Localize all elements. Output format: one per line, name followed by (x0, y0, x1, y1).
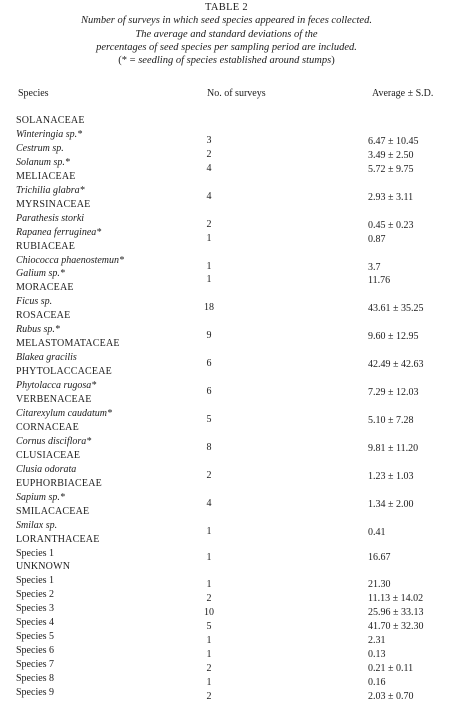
survey-count: 1 (206, 274, 212, 286)
family-name: MELIACEAE (16, 170, 76, 182)
survey-count: 2 (206, 469, 212, 481)
table-row (0, 575, 453, 591)
table-row (0, 352, 453, 371)
survey-count: 4 (206, 190, 212, 202)
average-value: 1.23 ± 1.03 (368, 470, 414, 482)
column-header-species: Species (18, 88, 49, 99)
table-row (0, 407, 453, 426)
table-row-family (0, 115, 453, 128)
table-row (0, 491, 453, 510)
table-row (0, 548, 453, 561)
column-header-average: Average ± S.D. (372, 88, 434, 99)
table-row (0, 463, 453, 482)
species-name: Species 5 (16, 631, 55, 643)
table-row (0, 380, 453, 399)
species-name: Species 3 (16, 603, 55, 615)
average-value: 0.16 (368, 677, 386, 688)
survey-count: 6 (206, 358, 212, 370)
average-value: 3.7 (368, 261, 381, 273)
species-name: Phytolacca rugosa* (16, 380, 97, 392)
table-row (0, 324, 453, 343)
family-name: MORACEAE (16, 282, 74, 294)
species-name: Winteringia sp.* (16, 128, 83, 140)
species-name: Parathesis storki (16, 212, 85, 224)
table-label: TABLE 2 (205, 2, 248, 13)
species-name: Species 2 (16, 589, 55, 601)
footnote-prefix: (* = (118, 55, 139, 66)
table-row-family (0, 366, 453, 379)
family-name: MELASTOMATACEAE (16, 338, 120, 350)
table-row-family (0, 478, 453, 491)
average-value: 41.70 ± 32.30 (368, 621, 424, 633)
table-row-family (0, 394, 453, 407)
species-name: Rapanea ferruginea* (16, 226, 102, 238)
family-name: VERBENACEAE (16, 394, 92, 405)
table-row-family (0, 241, 453, 254)
average-value: 11.76 (368, 275, 391, 287)
table-caption-line-3: percentages of seed species per sampling period are included. (96, 42, 357, 53)
table-row (0, 254, 453, 273)
average-value: 9.60 ± 12.95 (368, 331, 419, 343)
average-value: 25.96 ± 33.13 (368, 607, 424, 619)
survey-count: 5 (206, 621, 212, 633)
table-row-family (0, 422, 453, 435)
species-name: Ficus sp. (16, 296, 53, 308)
survey-count: 4 (206, 497, 212, 509)
table-row-family (0, 171, 453, 184)
average-value: 42.49 ± 42.63 (368, 359, 424, 371)
family-name: ROSACEAE (16, 310, 71, 322)
table-row-family (0, 450, 453, 463)
survey-count: 10 (204, 607, 214, 619)
average-value: 2.31 (368, 635, 386, 647)
table-row-family (0, 310, 453, 323)
family-name: CORNACEAE (16, 421, 79, 433)
species-name: Species 9 (16, 686, 55, 698)
table-row-family (0, 506, 453, 519)
table-row (0, 673, 453, 686)
table-row (0, 617, 453, 633)
survey-count: 4 (206, 162, 212, 174)
family-name: UNKNOWN (16, 561, 71, 573)
table-row (0, 156, 453, 175)
survey-count: 1 (206, 635, 212, 647)
average-value: 0.87 (368, 233, 386, 245)
family-name: SMILACACEAE (16, 505, 90, 517)
table-row (0, 184, 453, 203)
average-value: 0.45 ± 0.23 (368, 219, 414, 231)
table-footnote-key (0, 55, 453, 67)
table-row (0, 603, 453, 619)
table-row-family (0, 282, 453, 295)
survey-count: 3 (206, 134, 212, 146)
survey-count: 5 (206, 413, 212, 425)
table-row-family (0, 199, 453, 212)
average-value: 6.47 ± 10.45 (368, 135, 419, 147)
table-row (0, 631, 453, 647)
average-value: 9.81 ± 11.20 (368, 442, 419, 454)
footnote-suffix: ) (331, 55, 335, 66)
family-name: CLUSIACEAE (16, 449, 81, 461)
average-value: 5.72 ± 9.75 (368, 163, 414, 175)
average-value: 43.61 ± 35.25 (368, 303, 424, 315)
average-value: 0.41 (368, 526, 386, 538)
survey-count: 2 (206, 148, 212, 160)
table-row (0, 519, 453, 538)
species-name: Clusia odorata (16, 463, 77, 475)
survey-count: 1 (206, 649, 212, 661)
table-row-family (0, 561, 453, 574)
average-value: 5.10 ± 7.28 (368, 414, 414, 426)
species-name: Trichilia glabra* (16, 184, 85, 196)
average-value: 2.93 ± 3.11 (368, 191, 414, 203)
species-name: Chiococca phaenostemun* (16, 254, 125, 266)
table-row (0, 268, 453, 287)
survey-count: 8 (206, 441, 212, 453)
average-value: 3.49 ± 2.50 (368, 149, 414, 161)
species-name: Galium sp.* (16, 268, 65, 280)
table-row (0, 659, 453, 672)
species-name: Species 1 (16, 547, 55, 559)
table-row (0, 589, 453, 605)
average-value: 2.03 ± 0.70 (368, 690, 414, 702)
family-name: RUBIACEAE (16, 240, 76, 252)
table-row (0, 645, 453, 661)
average-value: 0.13 (368, 649, 386, 661)
species-name: Cornus disciflora* (16, 435, 92, 447)
table-caption-line-1: Number of surveys in which seed species appeared in feces collected. (81, 15, 372, 26)
family-name: LORANTHACEAE (16, 533, 100, 545)
survey-count: 1 (206, 260, 212, 272)
species-name: Species 7 (16, 659, 55, 670)
survey-count: 1 (206, 232, 212, 244)
species-name: Blakea gracilis (16, 352, 77, 364)
table-row (0, 226, 453, 245)
survey-count: 9 (206, 330, 212, 342)
family-name: PHYTOLACCACEAE (16, 366, 112, 378)
survey-count: 6 (206, 386, 212, 398)
species-name: Smilax sp. (16, 519, 58, 531)
species-name: Sapium sp.* (16, 491, 65, 503)
average-value: 0.21 ± 0.11 (368, 663, 414, 674)
column-header-surveys: No. of surveys (207, 88, 266, 99)
species-name: Citarexylum caudatum* (16, 407, 113, 419)
species-name: Species 1 (16, 575, 55, 587)
survey-count: 2 (206, 593, 212, 605)
species-name: Rubus sp.* (16, 324, 60, 336)
average-value: 21.30 (368, 579, 391, 591)
species-name: Species 4 (16, 617, 55, 629)
average-value: 11.13 ± 14.02 (368, 593, 424, 605)
family-name: SOLANACEAE (16, 115, 85, 126)
survey-count: 2 (206, 218, 212, 230)
table-row-family (0, 534, 453, 547)
table-row-family (0, 338, 453, 351)
species-name: Solanum sp.* (16, 156, 70, 168)
survey-count: 1 (206, 525, 212, 537)
species-name: Species 6 (16, 645, 55, 657)
table-row (0, 435, 453, 454)
table-row (0, 212, 453, 231)
species-name: Cestrum sp. (16, 142, 64, 154)
family-name: MYRSINACEAE (16, 198, 91, 210)
table-row (0, 296, 453, 315)
table-row (0, 142, 453, 161)
table-row (0, 687, 453, 700)
survey-count: 2 (206, 690, 212, 702)
species-name: Species 8 (16, 673, 55, 684)
survey-count: 1 (206, 677, 212, 688)
survey-count: 18 (204, 302, 214, 314)
average-value: 16.67 (368, 551, 391, 563)
table-row (0, 128, 453, 147)
survey-count: 2 (206, 663, 212, 674)
family-name: EUPHORBIACEAE (16, 477, 102, 489)
survey-count: 1 (206, 579, 212, 591)
average-value: 7.29 ± 12.03 (368, 387, 419, 399)
average-value: 1.34 ± 2.00 (368, 498, 414, 510)
footnote-text: seedling of species established around stumps (138, 55, 332, 66)
survey-count: 1 (206, 551, 212, 563)
table-caption-line-2: The average and standard deviations of the (135, 29, 318, 40)
